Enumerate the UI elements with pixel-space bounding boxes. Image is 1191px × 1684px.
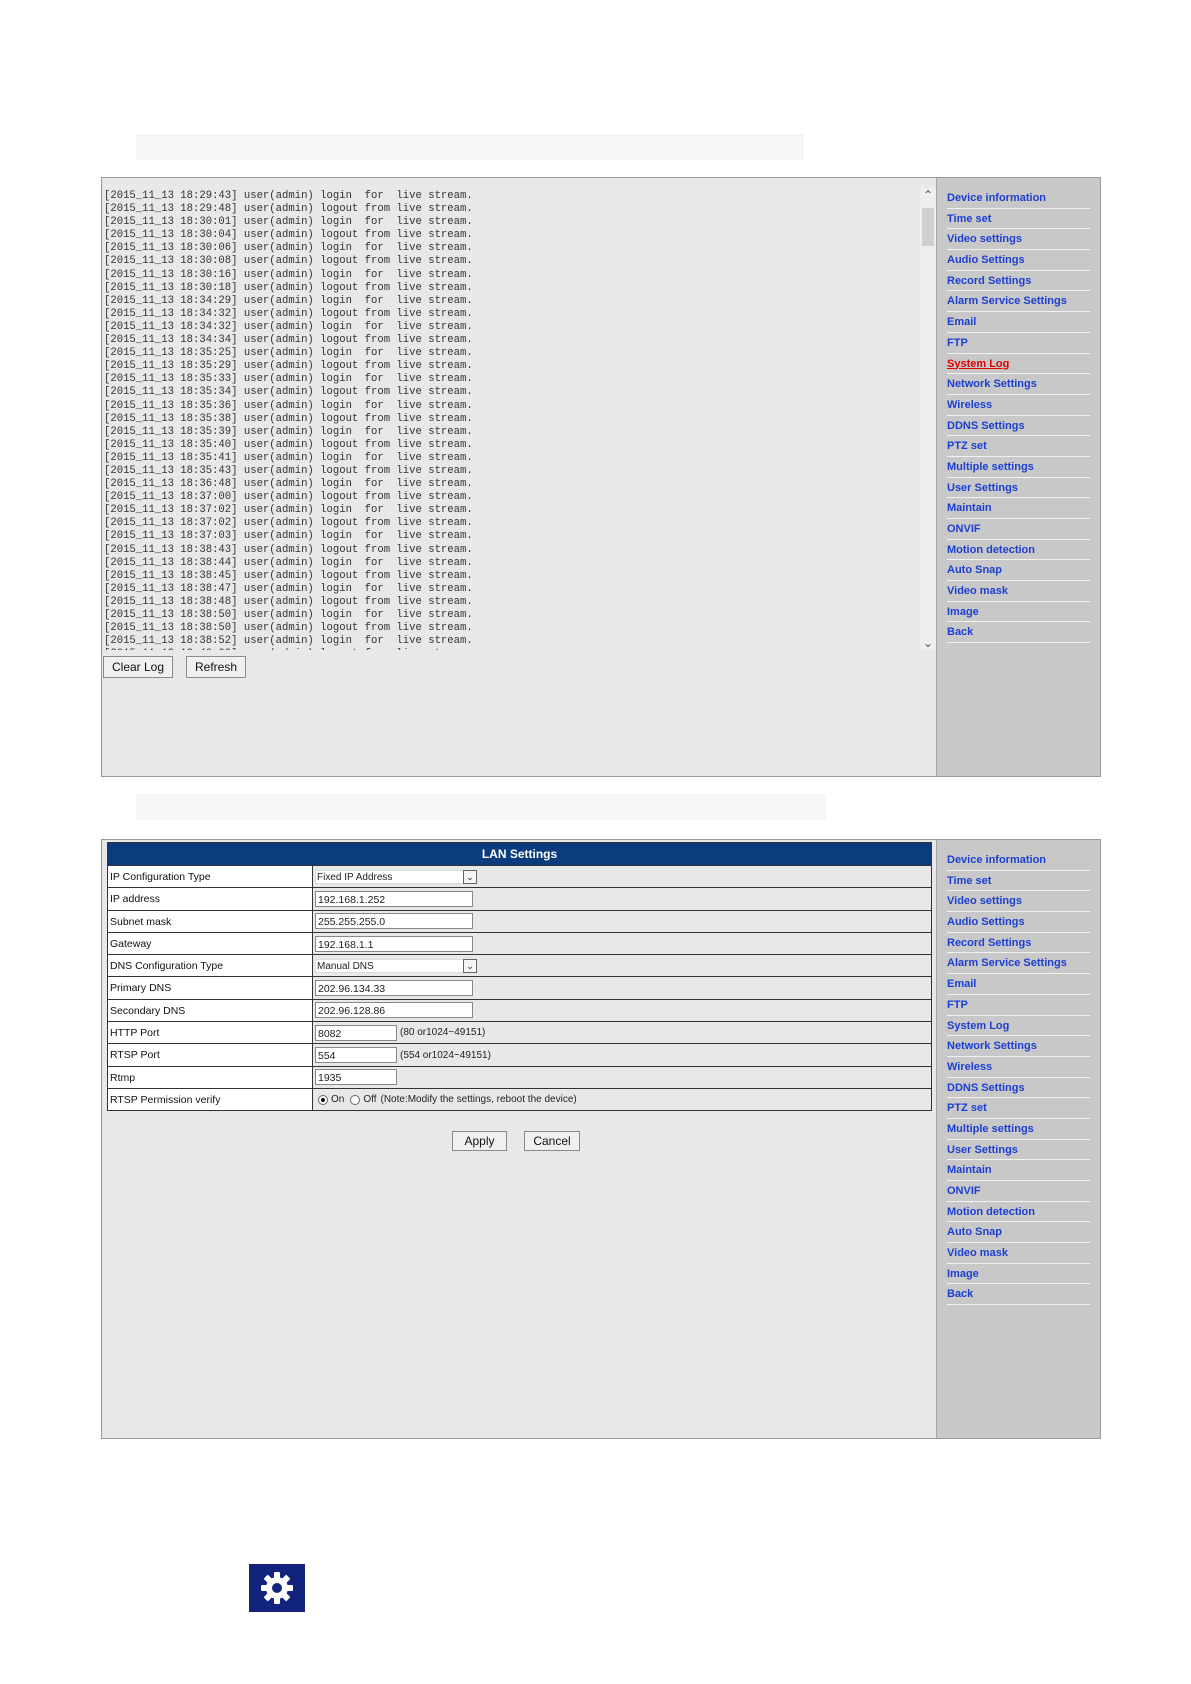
log-line: [2015_11_13 18:30:01] user(admin) login for live stream. — [104, 216, 473, 229]
rtsp-port-input[interactable]: 554 — [315, 1047, 397, 1063]
sidebar-item-onvif[interactable]: ONVIF — [947, 519, 1090, 540]
http-port-label: HTTP Port — [108, 1022, 313, 1043]
table-row — [108, 1088, 931, 1110]
log-lines — [104, 190, 473, 650]
dns-config-select[interactable] — [315, 959, 477, 973]
clear-log-button[interactable]: Clear Log — [103, 656, 173, 678]
sidebar-item-ftp[interactable]: FTP — [947, 995, 1090, 1016]
sidebar-item-motion-detection[interactable]: Motion detection — [947, 1202, 1090, 1223]
log-line: [2015_11_13 18:29:43] user(admin) login for live stream. — [104, 190, 473, 202]
sidebar-item-alarm-service-settings[interactable]: Alarm Service Settings — [947, 291, 1090, 312]
sidebar-item-back[interactable]: Back — [947, 622, 1090, 643]
log-line: [2015_11_13 18:34:32] user(admin) logout from live stream. — [104, 307, 473, 320]
off-label: Off — [363, 1094, 377, 1106]
sidebar-item-wireless[interactable]: Wireless — [947, 1057, 1090, 1078]
chevron-down-icon[interactable]: ⌄ — [922, 636, 934, 650]
secondary-dns-label: Secondary DNS — [108, 1000, 313, 1021]
subnet-mask-input[interactable]: 255.255.255.0 — [315, 913, 473, 929]
ip-config-label: IP Configuration Type — [108, 866, 313, 887]
dns-config-label: DNS Configuration Type — [108, 955, 313, 976]
sidebar-item-video-mask[interactable]: Video mask — [947, 581, 1090, 602]
log-line: [2015_11_13 18:35:36] user(admin) login for live stream. — [104, 399, 473, 412]
chevron-down-icon[interactable]: ⌄ — [463, 959, 477, 973]
log-line: [2015_11_13 18:30:04] user(admin) logout from live stream. — [104, 229, 473, 242]
subnet-mask-label: Subnet mask — [108, 911, 313, 932]
lan-settings-panel — [101, 839, 1101, 1439]
table-row — [108, 999, 931, 1021]
gear-icon — [249, 1564, 305, 1612]
log-line: [2015_11_13 18:30:06] user(admin) login for live stream. — [104, 242, 473, 255]
sidebar-item-alarm-service-settings[interactable]: Alarm Service Settings — [947, 953, 1090, 974]
caption-bar-2 — [136, 794, 826, 820]
table-row — [108, 910, 931, 932]
log-line: [2015_11_13 18:37:02] user(admin) logout from live stream. — [104, 517, 473, 530]
sidebar-item-user-settings[interactable]: User Settings — [947, 1140, 1090, 1161]
gateway-input[interactable]: 192.168.1.1 — [315, 936, 473, 952]
sidebar-item-time-set[interactable]: Time set — [947, 871, 1090, 892]
log-line: [2015_11_13 18:35:25] user(admin) login for live stream. — [104, 347, 473, 360]
sidebar-item-motion-detection[interactable]: Motion detection — [947, 540, 1090, 561]
log-line: [2015_11_13 18:30:18] user(admin) logout from live stream. — [104, 281, 473, 294]
scrollbar-thumb[interactable] — [922, 208, 934, 246]
sidebar-item-audio-settings[interactable]: Audio Settings — [947, 250, 1090, 271]
sidebar-item-email[interactable]: Email — [947, 974, 1090, 995]
log-line: [2015_11_13 18:38:45] user(admin) logout from live stream. — [104, 569, 473, 582]
sidebar-item-maintain[interactable]: Maintain — [947, 1160, 1090, 1181]
http-port-hint: (80 or1024~49151) — [400, 1027, 486, 1039]
table-row — [108, 1066, 931, 1088]
ip-config-value: Fixed IP Address — [317, 871, 393, 883]
sidebar-item-wireless[interactable]: Wireless — [947, 395, 1090, 416]
log-line — [104, 648, 473, 650]
rtmp-input[interactable]: 1935 — [315, 1069, 397, 1085]
sidebar-item-user-settings[interactable]: User Settings — [947, 478, 1090, 499]
table-row — [108, 1043, 931, 1065]
rtsp-permission-label: RTSP Permission verify — [108, 1089, 313, 1110]
sidebar-item-video-settings[interactable]: Video settings — [947, 229, 1090, 250]
table-row — [108, 932, 931, 954]
dns-config-value: Manual DNS — [317, 960, 374, 972]
sidebar-item-video-mask[interactable]: Video mask — [947, 1243, 1090, 1264]
ip-address-input[interactable]: 192.168.1.252 — [315, 891, 473, 907]
sidebar-item-system-log[interactable]: System Log — [947, 1016, 1090, 1037]
rtsp-port-label: RTSP Port — [108, 1044, 313, 1065]
sidebar-item-ftp[interactable]: FTP — [947, 333, 1090, 354]
sidebar-item-auto-snap[interactable]: Auto Snap — [947, 560, 1090, 581]
log-line: [2015_11_13 18:30:08] user(admin) logout from live stream. — [104, 255, 473, 268]
log-line: [2015_11_13 18:35:39] user(admin) login for live stream. — [104, 425, 473, 438]
table-row — [108, 887, 931, 909]
settings-sidebar — [936, 178, 1100, 776]
log-scrollbar[interactable] — [920, 188, 936, 650]
log-line: [2015_11_13 18:34:29] user(admin) login for live stream. — [104, 294, 473, 307]
system-log-panel — [101, 177, 1101, 777]
log-line: [2015_11_13 18:38:44] user(admin) login for live stream. — [104, 556, 473, 569]
log-line: [2015_11_13 18:35:38] user(admin) logout from live stream. — [104, 412, 473, 425]
cancel-button[interactable]: Cancel — [524, 1131, 580, 1151]
on-label: On — [331, 1094, 345, 1106]
log-line: [2015_11_13 18:38:47] user(admin) login for live stream. — [104, 582, 473, 595]
sidebar-item-maintain[interactable]: Maintain — [947, 498, 1090, 519]
log-line: [2015_11_13 18:36:48] user(admin) login for live stream. — [104, 478, 473, 491]
settings-sidebar — [936, 840, 1100, 1438]
table-row — [108, 865, 931, 887]
table-row — [108, 954, 931, 976]
gateway-label: Gateway — [108, 933, 313, 954]
apply-button[interactable]: Apply — [452, 1131, 507, 1151]
rtsp-permission-on-radio[interactable] — [318, 1095, 328, 1105]
secondary-dns-input[interactable]: 202.96.128.86 — [315, 1002, 473, 1018]
log-line: [2015_11_13 18:38:43] user(admin) logout from live stream. — [104, 543, 473, 556]
sidebar-item-network-settings[interactable]: Network Settings — [947, 374, 1090, 395]
sidebar-item-image[interactable]: Image — [947, 602, 1090, 623]
sidebar-item-video-settings[interactable]: Video settings — [947, 891, 1090, 912]
log-line: [2015_11_13 18:34:32] user(admin) login for live stream. — [104, 320, 473, 333]
sidebar-item-ddns-settings[interactable]: DDNS Settings — [947, 416, 1090, 437]
sidebar-item-auto-snap[interactable]: Auto Snap — [947, 1222, 1090, 1243]
log-line: [2015_11_13 18:38:52] user(admin) login for live stream. — [104, 635, 473, 648]
table-row — [108, 976, 931, 998]
sidebar-item-multiple-settings[interactable]: Multiple settings — [947, 1119, 1090, 1140]
ip-config-select[interactable] — [315, 870, 477, 884]
refresh-button[interactable]: Refresh — [186, 656, 246, 678]
sidebar-item-back[interactable]: Back — [947, 1284, 1090, 1305]
sidebar-item-time-set[interactable]: Time set — [947, 209, 1090, 230]
primary-dns-label: Primary DNS — [108, 977, 313, 998]
log-line: [2015_11_13 18:38:48] user(admin) logout from live stream. — [104, 595, 473, 608]
sidebar-item-record-settings[interactable]: Record Settings — [947, 933, 1090, 954]
log-line: [2015_11_13 18:35:40] user(admin) logout from live stream. — [104, 438, 473, 451]
chevron-down-icon[interactable]: ⌄ — [463, 870, 477, 884]
log-line: [2015_11_13 18:34:34] user(admin) logout from live stream. — [104, 334, 473, 347]
log-line: [2015_11_13 18:38:50] user(admin) logout from live stream. — [104, 622, 473, 635]
sidebar-item-image[interactable]: Image — [947, 1264, 1090, 1285]
chevron-up-icon[interactable]: ⌃ — [922, 188, 934, 202]
table-row — [108, 1021, 931, 1043]
log-line: [2015_11_13 18:38:50] user(admin) login for live stream. — [104, 609, 473, 621]
sidebar-item-network-settings[interactable]: Network Settings — [947, 1036, 1090, 1057]
sidebar-item-device-information[interactable]: Device information — [947, 850, 1090, 871]
rtsp-permission-off-radio[interactable] — [350, 1095, 360, 1105]
log-line: [2015_11_13 18:30:16] user(admin) login for live stream. — [104, 268, 473, 281]
http-port-input[interactable]: 8082 — [315, 1025, 397, 1041]
ip-address-label: IP address — [108, 888, 313, 909]
sidebar-item-email[interactable]: Email — [947, 312, 1090, 333]
sidebar-item-multiple-settings[interactable]: Multiple settings — [947, 457, 1090, 478]
sidebar-item-audio-settings[interactable]: Audio Settings — [947, 912, 1090, 933]
caption-bar-1 — [136, 134, 804, 160]
log-line: [2015_11_13 18:37:00] user(admin) logout from live stream. — [104, 491, 473, 504]
sidebar-item-record-settings[interactable]: Record Settings — [947, 271, 1090, 292]
primary-dns-input[interactable]: 202.96.134.33 — [315, 980, 473, 996]
sidebar-item-ddns-settings[interactable]: DDNS Settings — [947, 1078, 1090, 1099]
sidebar-item-onvif[interactable]: ONVIF — [947, 1181, 1090, 1202]
log-line: [2015_11_13 18:29:48] user(admin) logout from live stream. — [104, 203, 473, 216]
log-line: [2015_11_13 18:35:29] user(admin) logout from live stream. — [104, 360, 473, 373]
sidebar-item-device-information[interactable]: Device information — [947, 188, 1090, 209]
log-line: [2015_11_13 18:37:02] user(admin) login for live stream. — [104, 504, 473, 517]
lan-settings-title: LAN Settings — [108, 843, 931, 865]
rtsp-port-hint: (554 or1024~49151) — [400, 1049, 491, 1061]
log-line: [2015_11_13 18:37:03] user(admin) login for live stream. — [104, 530, 473, 543]
permission-note: (Note:Modify the settings, reboot the device) — [380, 1094, 577, 1106]
log-line: [2015_11_13 18:35:43] user(admin) logout from live stream. — [104, 464, 473, 477]
log-textarea[interactable] — [102, 188, 936, 650]
sidebar-item-system-log[interactable]: System Log — [947, 354, 1090, 375]
log-line: [2015_11_13 18:35:41] user(admin) login for live stream. — [104, 451, 473, 464]
log-line: [2015_11_13 18:35:34] user(admin) logout from live stream. — [104, 386, 473, 399]
sidebar-item-ptz-set[interactable]: PTZ set — [947, 436, 1090, 457]
rtmp-label: Rtmp — [108, 1067, 313, 1088]
lan-settings-table — [107, 842, 932, 1111]
sidebar-item-ptz-set[interactable]: PTZ set — [947, 1098, 1090, 1119]
log-line: [2015_11_13 18:35:33] user(admin) login for live stream. — [104, 373, 473, 386]
